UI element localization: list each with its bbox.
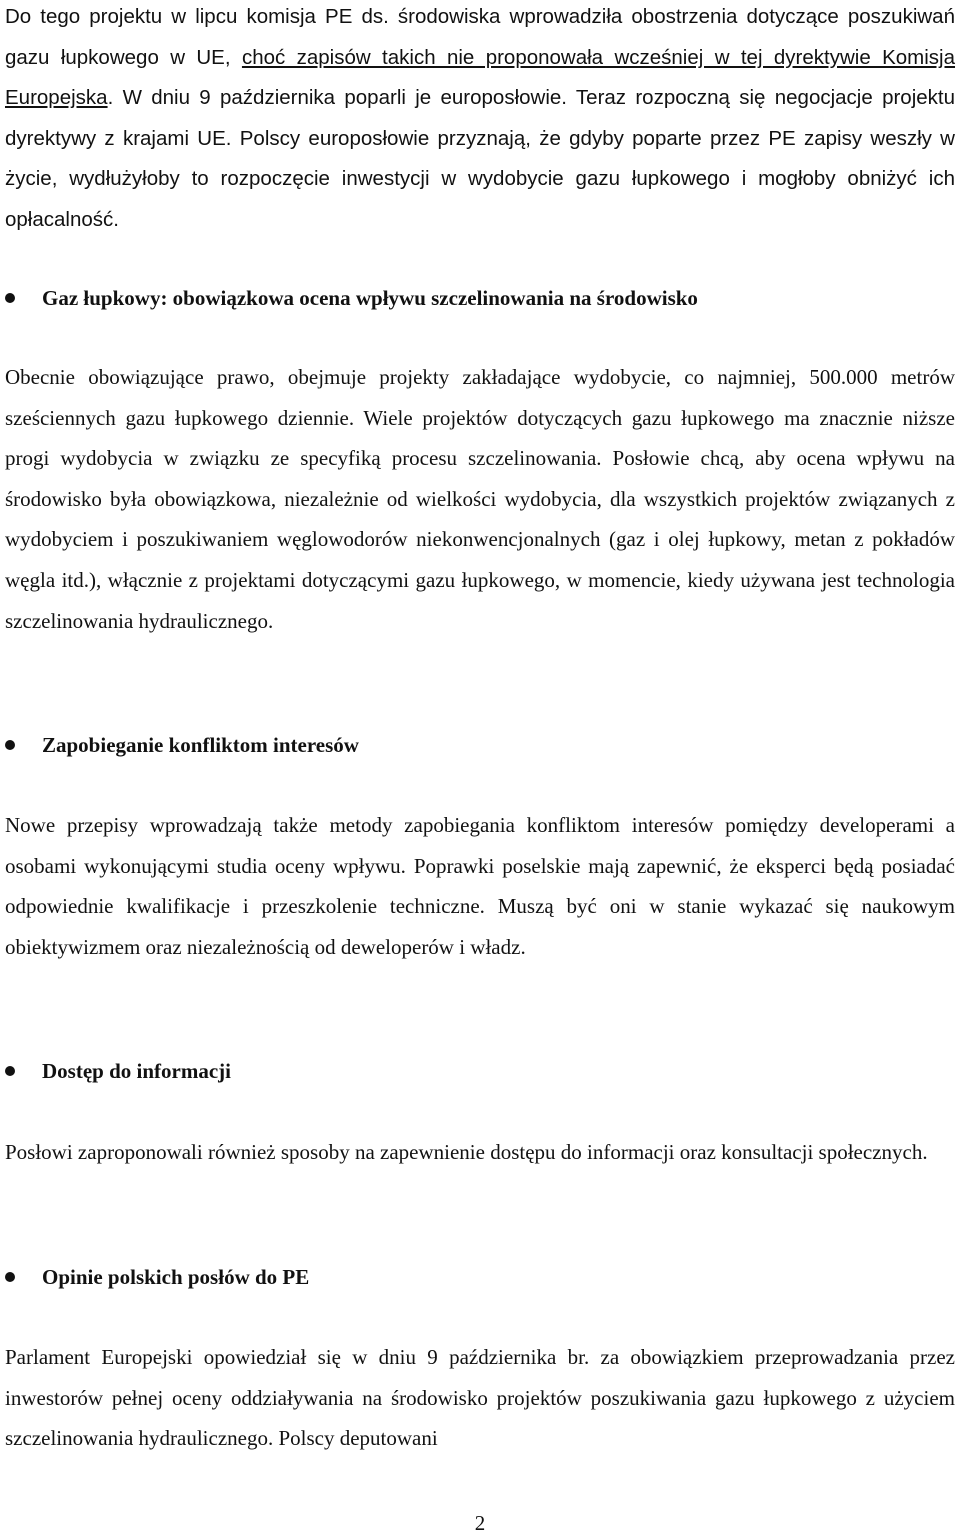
conflict-of-interest-paragraph: Nowe przepisy wprowadzają także metody zapobiegania konfliktom interesów pomiędzy developerami a osobami wykonującymi studia oceny wpływu. Poprawki poselskie mają zapewnić, że eksperci będą posiadać odpowiednie kwalifikacje i przeszkolenie techniczne. Muszą być oni w stanie wykazać się naukowym obiektywizmem oraz niezależnością od deweloperów i władz. [5,813,955,959]
polish-mep-opinions-paragraph: Parlament Europejski opowiedział się w dniu 9 października br. za obowiązkiem przeprowadzania przez inwestorów pełnej oceny oddziaływania na środowisko projektów poszukiwania gazu łupkowego z użyciem szczelinowania hydraulicznego. Polscy deputowani [5,1345,955,1451]
section-heading-shale-gas [5,278,955,318]
intro-text-end: . W dniu 9 października poparli je europosłowie. Teraz rozpoczną się negocjacje projektu dyrektywy z krajami UE. Polscy europosłowie przyznają, że gdyby poparte przez PE zapisy weszły w życie, wydłużyłoby to rozpoczęcie inwestycji w wydobycie gazu łupkowego i mogłoby obniżyć ich opłacalność. [5,86,955,231]
intro-text-start: Do tego projektu w lipcu komisja PE ds. środowiska wprowadziła obostrzenia dotyczące poszukiwań gazu łupkowego w UE, [5,5,955,69]
bullet-icon [5,293,15,303]
bullet-icon [5,740,15,750]
bullet-icon [5,1066,15,1076]
heading-text: Opinie polskich posłów do PE [42,1265,310,1289]
bullet-icon [5,1272,15,1282]
section-heading-conflict-of-interest [5,725,955,765]
heading-text: Zapobieganie konfliktom interesów [42,733,359,757]
access-to-information-paragraph: Posłowi zaproponowali również sposoby na zapewnienie dostępu do informacji oraz konsultacji społecznych. [5,1140,928,1164]
intro-paragraph [5,0,955,241]
source-link[interactable]: choć zapisów takich nie proponowała wcześniej w tej dyrektywie Komisja Europejska [5,45,956,110]
shale-gas-paragraph: Obecnie obowiązujące prawo, obejmuje projekty zakładające wydobycie, co najmniej, 500.000 metrów sześciennych gazu łupkowego dziennie. Wiele projektów dotyczących gazu łupkowego ma znacznie niższe progi wydobycia w związku ze specyfiką procesu szczelinowania. Posłowie chcą, aby ocena wpływu na środowisko była obowiązkowa, niezależnie od wielkości wydobycia, dla wszystkich projektów związanych z wydobyciem i poszukiwaniem węglowodorów niekonwencjonalnych (gaz i olej łupkowy, metan z pokładów węgla itd.), włącznie z projektami dotyczącymi gazu łupkowego, w momencie, kiedy używana jest technologia szczelinowania hydraulicznego. [5,365,955,633]
heading-text: Gaz łupkowy: obowiązkowa ocena wpływu szczelinowania na środowisko [42,286,698,310]
heading-text: Dostęp do informacji [42,1059,231,1083]
section-heading-polish-mep-opinions [5,1257,955,1297]
section-heading-access-to-information [5,1051,955,1091]
page-number: 2 [474,1511,486,1535]
